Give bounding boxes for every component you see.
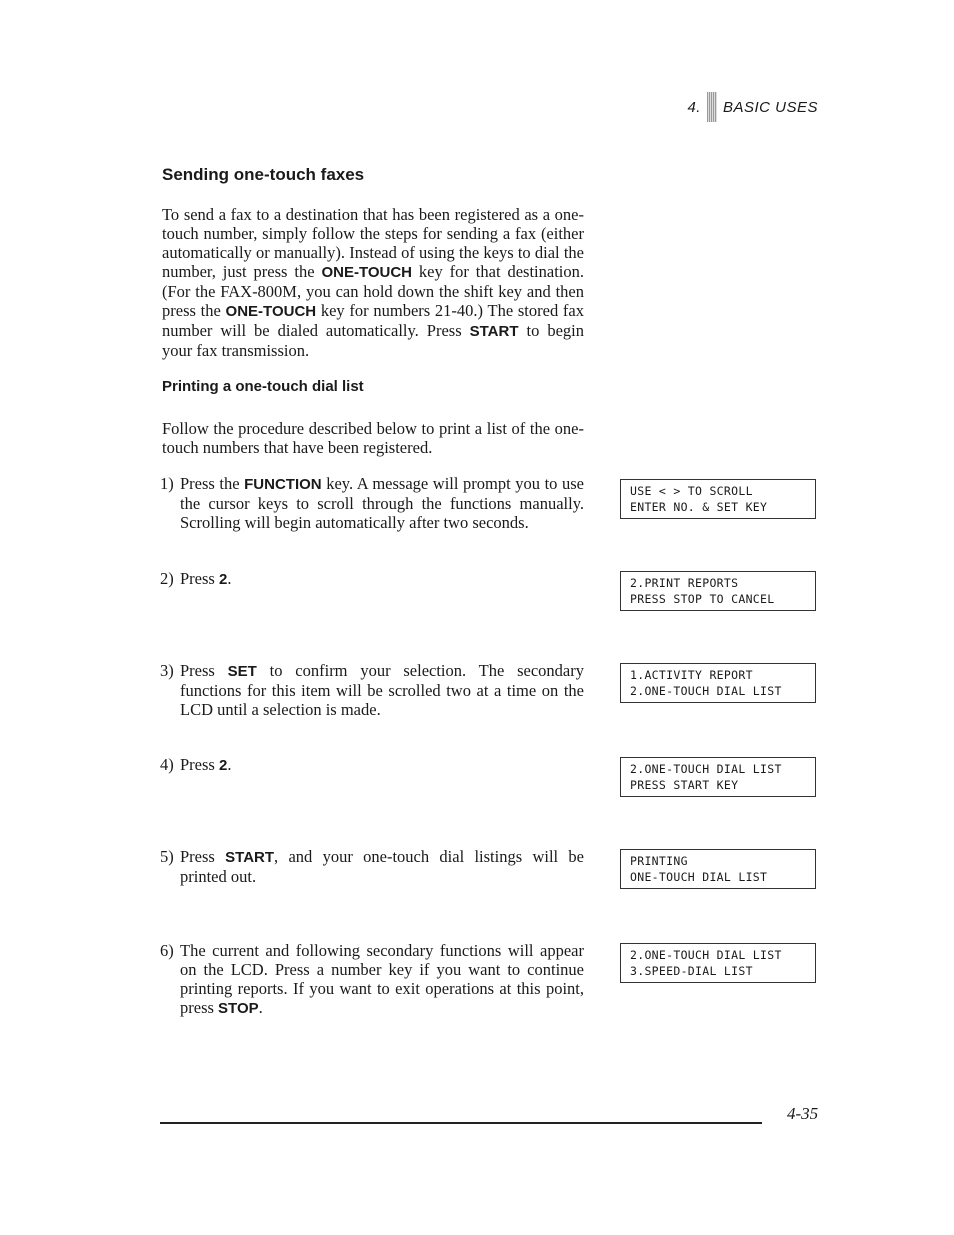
page-number: 4-35 <box>787 1104 819 1123</box>
lcd-display-5: PRINTING ONE-TOUCH DIAL LIST <box>620 849 816 889</box>
header-title: BASIC USES <box>722 98 818 116</box>
step-2: 2) Press 2. <box>160 569 232 588</box>
header-tab-mark <box>707 92 717 122</box>
running-header <box>687 92 818 122</box>
step-1: 1) Press the FUNCTION key. A message will prompt you to use the cursor keys to scroll through the functions manually. Scrolling will begin automatically after two seconds. <box>160 474 584 532</box>
step-4: 4) Press 2. <box>160 755 232 774</box>
step-5: 5) Press START, and your one-touch dial listings will be printed out. <box>160 847 584 886</box>
lcd-display-1: USE < > TO SCROLL ENTER NO. & SET KEY <box>620 479 816 519</box>
lcd-display-6: 2.ONE-TOUCH DIAL LIST 3.SPEED-DIAL LIST <box>620 943 816 983</box>
section-title: Sending one-touch faxes <box>162 165 365 184</box>
subsection-title: Printing a one-touch dial list <box>162 378 364 395</box>
follow-paragraph: Follow the procedure described below to print a list of the one-touch numbers that have been registered. <box>162 419 584 457</box>
step-3: 3) Press SET to confirm your selection. The secondary functions for this item will be scrolled two at a time on the LCD until a selection is made. <box>160 661 584 719</box>
footer-rule <box>160 1122 762 1124</box>
lcd-display-3: 1.ACTIVITY REPORT 2.ONE-TOUCH DIAL LIST <box>620 663 816 703</box>
lcd-display-4: 2.ONE-TOUCH DIAL LIST PRESS START KEY <box>620 757 816 797</box>
lcd-display-2: 2.PRINT REPORTS PRESS STOP TO CANCEL <box>620 571 816 611</box>
header-chapter: 4. <box>687 98 701 116</box>
intro-paragraph: To send a fax to a destination that has been registered as a one-touch number, simply follow the steps for sending a fax (either automatically or manually). Instead of using the keys to dial the number, just press the ONE-TOUCH key for that destination. (For the FAX-800M, you can hold down the shift key and then press the ONE-TOUCH key for numbers 21-40.) The stored fax number will be dialed automatically. Press START to begin your fax transmission. <box>162 205 584 360</box>
step-6: 6) The current and following secondary functions will appear on the LCD. Press a number key if you want to continue printing reports. If you want to exit operations at this point, press STOP. <box>160 941 584 1017</box>
